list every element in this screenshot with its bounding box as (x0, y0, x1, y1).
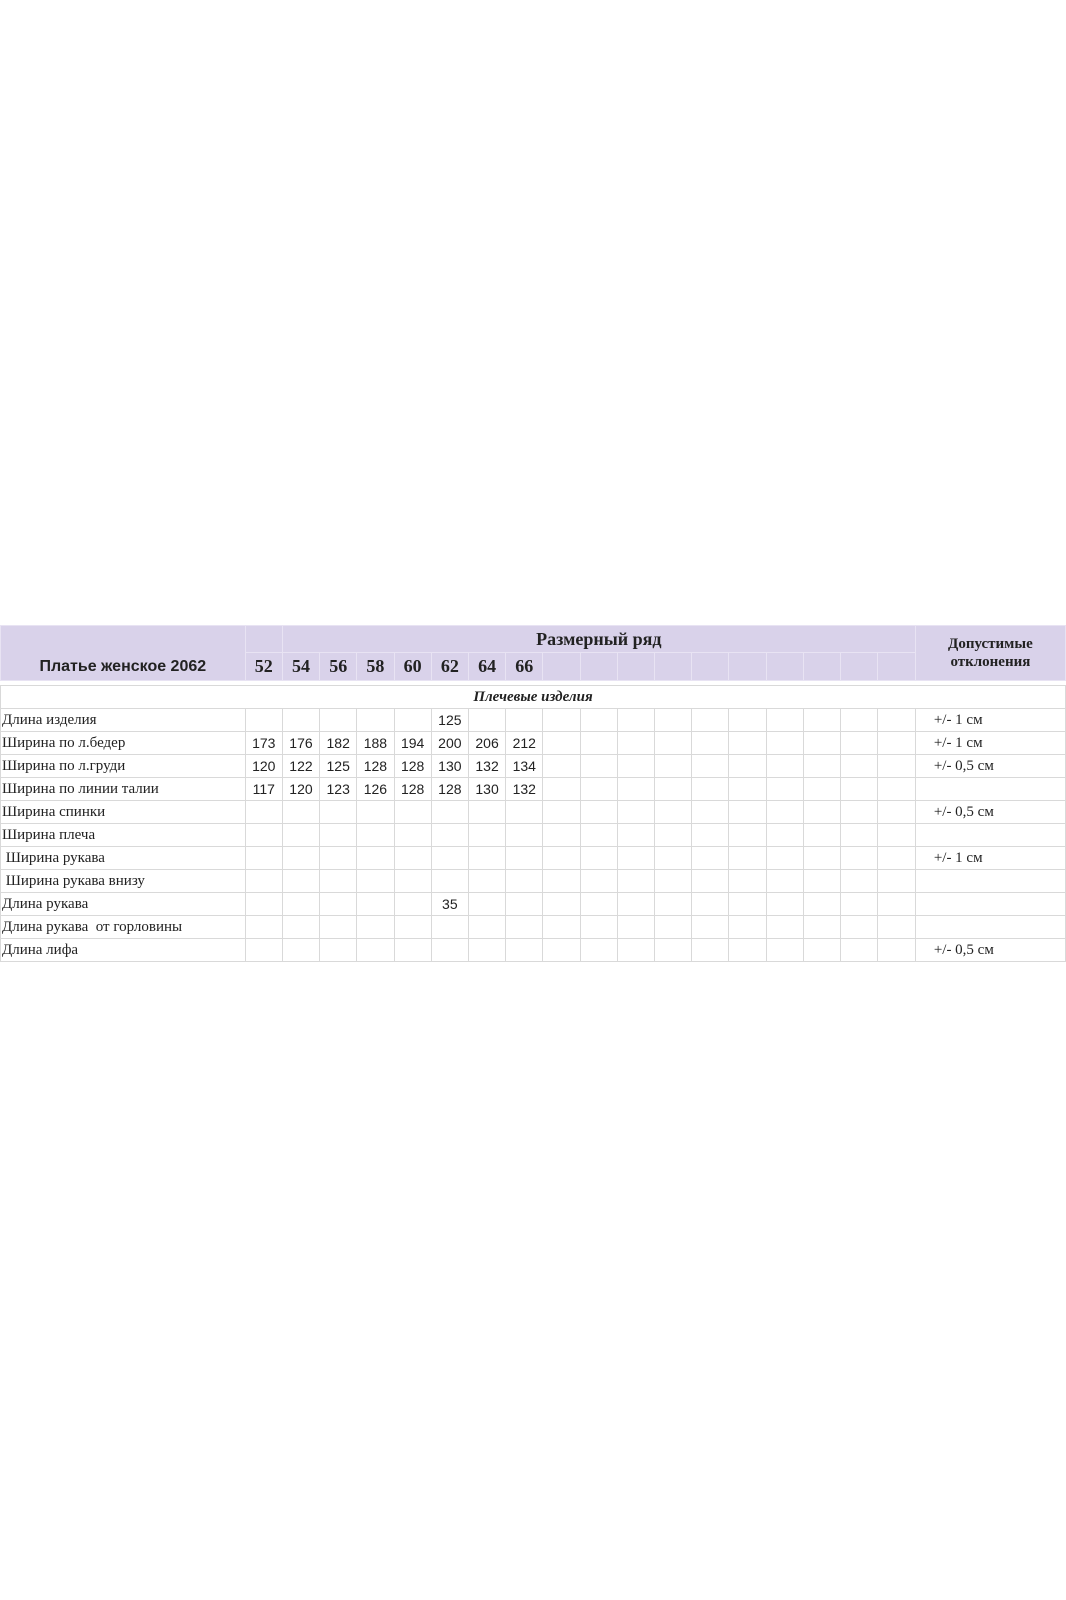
tolerance-value: +/- 1 см (915, 847, 1065, 870)
empty-cell (841, 847, 878, 870)
empty-cell (580, 870, 617, 893)
empty-cell (803, 939, 840, 962)
empty-cell (655, 732, 692, 755)
measurement-value (245, 847, 282, 870)
measurement-value: 126 (357, 778, 394, 801)
tolerance-value (915, 870, 1065, 893)
empty-header-cell (878, 653, 915, 681)
empty-cell (766, 755, 803, 778)
empty-cell (692, 824, 729, 847)
tolerance-value (915, 778, 1065, 801)
measurement-value (394, 939, 431, 962)
empty-cell (729, 893, 766, 916)
measurement-value: 206 (468, 732, 505, 755)
measurement-value (431, 801, 468, 824)
measurement-label: Ширина по л.бедер (1, 732, 246, 755)
empty-cell (878, 847, 915, 870)
measurement-value (506, 847, 543, 870)
empty-cell (617, 939, 654, 962)
empty-cell (841, 939, 878, 962)
empty-header-cell (766, 653, 803, 681)
measurement-value: 130 (431, 755, 468, 778)
empty-cell (543, 824, 580, 847)
measurement-value: 117 (245, 778, 282, 801)
empty-cell (766, 778, 803, 801)
empty-cell (878, 778, 915, 801)
empty-header-cell (655, 653, 692, 681)
tolerance-heading-line2: отклонения (950, 654, 1031, 670)
size-chart-sheet (0, 625, 1066, 962)
tolerance-value: +/- 1 см (915, 732, 1065, 755)
measurement-value: 200 (431, 732, 468, 755)
measurement-value (282, 870, 319, 893)
empty-cell (692, 916, 729, 939)
empty-cell (580, 847, 617, 870)
empty-cell (729, 801, 766, 824)
empty-cell (617, 778, 654, 801)
empty-cell (580, 755, 617, 778)
empty-cell (841, 916, 878, 939)
measurement-value (506, 824, 543, 847)
empty-cell (803, 916, 840, 939)
measurement-value (357, 709, 394, 732)
size-header-cell: 56 (320, 653, 357, 681)
measurement-value (394, 824, 431, 847)
empty-header-cell (729, 653, 766, 681)
measurement-value: 130 (468, 778, 505, 801)
measurement-value: 182 (320, 732, 357, 755)
empty-cell (729, 824, 766, 847)
measurement-value (282, 801, 319, 824)
empty-cell (766, 870, 803, 893)
empty-cell (655, 778, 692, 801)
empty-cell (655, 847, 692, 870)
empty-cell (655, 755, 692, 778)
measurement-value: 132 (506, 778, 543, 801)
size-header-cell: 58 (357, 653, 394, 681)
measurement-value: 120 (282, 778, 319, 801)
measurement-label: Ширина рукава (1, 847, 246, 870)
empty-cell (729, 870, 766, 893)
measurement-value (320, 824, 357, 847)
measurement-value (282, 824, 319, 847)
measurement-value: 125 (431, 709, 468, 732)
empty-header-cell (580, 653, 617, 681)
empty-cell (841, 709, 878, 732)
empty-cell (729, 755, 766, 778)
empty-cell (841, 870, 878, 893)
empty-cell (766, 801, 803, 824)
empty-cell (803, 824, 840, 847)
measurement-value (506, 801, 543, 824)
empty-cell (692, 801, 729, 824)
measurement-label: Длина рукава (1, 893, 246, 916)
measurement-row (1, 709, 1066, 732)
empty-cell (617, 847, 654, 870)
empty-cell (841, 824, 878, 847)
empty-cell (692, 755, 729, 778)
empty-cell (766, 847, 803, 870)
measurement-value (468, 709, 505, 732)
empty-cell (692, 939, 729, 962)
empty-cell (617, 893, 654, 916)
empty-header-cell (617, 653, 654, 681)
empty-cell (878, 709, 915, 732)
measurement-value: 188 (357, 732, 394, 755)
measurement-value (245, 709, 282, 732)
measurement-value (320, 709, 357, 732)
empty-cell (692, 732, 729, 755)
empty-cell (580, 709, 617, 732)
measurement-value (506, 893, 543, 916)
empty-cell (543, 801, 580, 824)
measurement-value: 125 (320, 755, 357, 778)
measurement-label: Ширина рукава внизу (1, 870, 246, 893)
empty-cell (617, 755, 654, 778)
empty-header-cell (841, 653, 878, 681)
measurement-value (468, 870, 505, 893)
measurement-label: Длина рукава от горловины (1, 916, 246, 939)
empty-cell (692, 870, 729, 893)
empty-cell (729, 847, 766, 870)
measurement-value (357, 916, 394, 939)
measurement-value: 134 (506, 755, 543, 778)
measurement-value: 35 (431, 893, 468, 916)
measurement-value (431, 870, 468, 893)
empty-cell (766, 916, 803, 939)
measurement-value (357, 801, 394, 824)
empty-cell (841, 801, 878, 824)
empty-cell (655, 916, 692, 939)
measurement-label: Длина лифа (1, 939, 246, 962)
measurement-value (468, 893, 505, 916)
size-header-cell: 54 (282, 653, 319, 681)
empty-cell (803, 755, 840, 778)
empty-cell (803, 870, 840, 893)
empty-cell (729, 732, 766, 755)
empty-cell (729, 916, 766, 939)
measurement-value (394, 847, 431, 870)
measurement-row (1, 870, 1066, 893)
empty-cell (841, 732, 878, 755)
empty-cell (878, 939, 915, 962)
empty-header-cell (543, 653, 580, 681)
measurement-value (394, 709, 431, 732)
empty-cell (580, 939, 617, 962)
measurement-value (506, 939, 543, 962)
tolerance-value (915, 824, 1065, 847)
measurement-value: 128 (357, 755, 394, 778)
measurement-value: 173 (245, 732, 282, 755)
measurement-label: Длина изделия (1, 709, 246, 732)
measurement-label: Ширина по линии талии (1, 778, 246, 801)
empty-cell (841, 893, 878, 916)
measurement-row (1, 893, 1066, 916)
empty-cell (878, 801, 915, 824)
empty-cell (580, 801, 617, 824)
empty-cell (729, 939, 766, 962)
size-header-cell: 62 (431, 653, 468, 681)
measurement-value: 132 (468, 755, 505, 778)
empty-cell (580, 778, 617, 801)
measurement-row (1, 755, 1066, 778)
empty-cell (766, 709, 803, 732)
measurement-label: Ширина по л.груди (1, 755, 246, 778)
measurement-value: 122 (282, 755, 319, 778)
empty-cell (841, 778, 878, 801)
empty-cell (803, 801, 840, 824)
empty-cell (617, 732, 654, 755)
empty-cell (543, 709, 580, 732)
empty-cell (580, 732, 617, 755)
tolerance-value: +/- 0,5 см (915, 755, 1065, 778)
measurement-value (357, 939, 394, 962)
empty-cell (617, 870, 654, 893)
empty-cell (617, 801, 654, 824)
measurement-value (320, 916, 357, 939)
empty-cell (803, 847, 840, 870)
measurement-value: 123 (320, 778, 357, 801)
section-title: Плечевые изделия (1, 686, 1066, 709)
measurement-value (245, 801, 282, 824)
size-header-cell: 64 (468, 653, 505, 681)
empty-cell (617, 709, 654, 732)
empty-cell (729, 778, 766, 801)
empty-cell (655, 870, 692, 893)
measurement-value: 176 (282, 732, 319, 755)
measurement-value: 128 (431, 778, 468, 801)
tolerance-heading-line1: Допустимые (948, 636, 1033, 652)
empty-cell (543, 732, 580, 755)
empty-cell (543, 916, 580, 939)
empty-cell (543, 778, 580, 801)
measurement-value (468, 801, 505, 824)
measurement-value (357, 824, 394, 847)
measurement-value (506, 916, 543, 939)
empty-cell (580, 916, 617, 939)
product-title: Платье женское 2062 (1, 626, 246, 681)
empty-cell (692, 893, 729, 916)
empty-cell (655, 824, 692, 847)
empty-cell (878, 870, 915, 893)
measurement-row (1, 801, 1066, 824)
measurement-value (282, 847, 319, 870)
measurement-value (468, 824, 505, 847)
empty-cell (580, 824, 617, 847)
tolerance-value (915, 893, 1065, 916)
measurement-value (245, 916, 282, 939)
measurement-value (468, 847, 505, 870)
measurement-label: Ширина плеча (1, 824, 246, 847)
empty-cell (580, 893, 617, 916)
empty-cell (543, 939, 580, 962)
empty-cell (878, 824, 915, 847)
measurement-value (282, 939, 319, 962)
measurement-value (245, 939, 282, 962)
empty-cell (543, 847, 580, 870)
measurement-value (320, 847, 357, 870)
tolerance-value: +/- 0,5 см (915, 801, 1065, 824)
empty-cell (655, 939, 692, 962)
measurement-value (394, 916, 431, 939)
empty-cell (617, 916, 654, 939)
measurement-value (245, 870, 282, 893)
empty-cell (543, 755, 580, 778)
measurement-value (320, 893, 357, 916)
measurement-value: 120 (245, 755, 282, 778)
measurement-row (1, 824, 1066, 847)
measurement-value (468, 939, 505, 962)
tolerance-value: +/- 1 см (915, 709, 1065, 732)
measurement-value (245, 824, 282, 847)
size-range-heading: Размерный ряд (282, 626, 915, 653)
size-header-cell: 60 (394, 653, 431, 681)
measurement-value (431, 824, 468, 847)
measurement-value (357, 870, 394, 893)
measurement-value: 212 (506, 732, 543, 755)
empty-cell (692, 709, 729, 732)
size-chart-table (0, 625, 1066, 962)
measurement-value: 128 (394, 778, 431, 801)
empty-cell (803, 778, 840, 801)
measurement-row (1, 847, 1066, 870)
empty-cell (692, 847, 729, 870)
measurement-value (282, 893, 319, 916)
empty-cell (803, 893, 840, 916)
measurement-value (468, 916, 505, 939)
measurement-value (506, 709, 543, 732)
measurement-row (1, 778, 1066, 801)
measurement-value (357, 893, 394, 916)
measurement-value: 194 (394, 732, 431, 755)
size-header-cell: 66 (506, 653, 543, 681)
empty-cell (655, 893, 692, 916)
measurement-value (431, 939, 468, 962)
measurement-value (431, 916, 468, 939)
measurement-value (431, 847, 468, 870)
measurement-value (282, 916, 319, 939)
measurement-value (394, 870, 431, 893)
empty-cell (543, 893, 580, 916)
empty-cell (543, 870, 580, 893)
measurement-value (394, 893, 431, 916)
empty-cell (803, 732, 840, 755)
empty-cell (841, 755, 878, 778)
measurement-value (282, 709, 319, 732)
tolerance-value: +/- 0,5 см (915, 939, 1065, 962)
empty-cell (878, 755, 915, 778)
measurement-value (506, 870, 543, 893)
empty-cell (692, 778, 729, 801)
measurement-value: 128 (394, 755, 431, 778)
measurement-row (1, 939, 1066, 962)
tolerance-value (915, 916, 1065, 939)
empty-cell (766, 893, 803, 916)
empty-cell (878, 893, 915, 916)
empty-cell (766, 939, 803, 962)
measurement-value (320, 939, 357, 962)
measurement-value (320, 801, 357, 824)
empty-header-cell (692, 653, 729, 681)
size-header-cell: 52 (245, 653, 282, 681)
empty-cell (655, 801, 692, 824)
empty-cell (729, 709, 766, 732)
measurement-value (357, 847, 394, 870)
empty-cell (766, 732, 803, 755)
measurement-row (1, 916, 1066, 939)
measurement-row (1, 732, 1066, 755)
measurement-value (320, 870, 357, 893)
empty-cell (878, 916, 915, 939)
tolerance-heading (915, 626, 1065, 681)
empty-header-cell (803, 653, 840, 681)
empty-cell (803, 709, 840, 732)
measurement-value (394, 801, 431, 824)
empty-cell (655, 709, 692, 732)
empty-cell (617, 824, 654, 847)
measurement-label: Ширина спинки (1, 801, 246, 824)
empty-cell (766, 824, 803, 847)
empty-cell (878, 732, 915, 755)
measurement-value (245, 893, 282, 916)
